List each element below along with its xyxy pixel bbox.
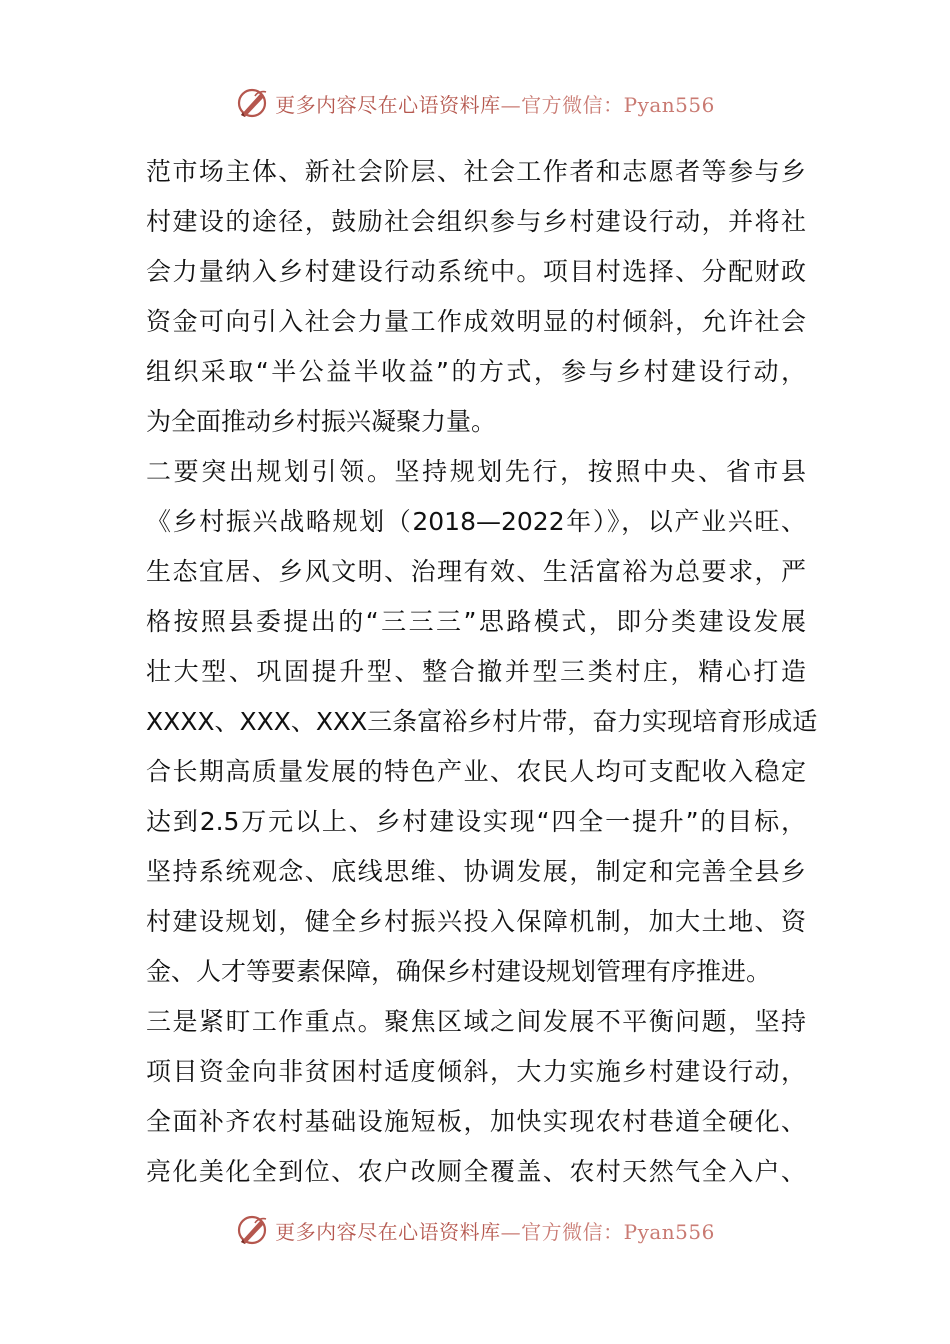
document-body	[146, 147, 818, 1197]
body-line: 组织采取“半公益半收益”的方式，参与乡村建设行动，	[146, 357, 806, 386]
body-line: 生态宜居、乡风文明、治理有效、生活富裕为总要求，严	[146, 557, 806, 586]
body-line: 合长期高质量发展的特色产业、农民人均可支配收入稳定	[146, 757, 806, 786]
header-watermark-banner	[0, 83, 950, 123]
footer-contact-text: —官方微信：Pyan556	[500, 1219, 715, 1244]
footer-watermark-inner	[235, 1213, 715, 1247]
body-line: 二要突出规划引领。坚持规划先行，按照中央、省市县	[146, 457, 806, 486]
header-brand-text: 更多内容尽在心语资料库	[275, 92, 501, 117]
footer-watermark-banner	[0, 1210, 950, 1250]
body-line: 资金可向引入社会力量工作成效明显的村倾斜，允许社会	[146, 307, 806, 336]
body-line: 会力量纳入乡村建设行动系统中。项目村选择、分配财政	[146, 257, 806, 286]
body-line: 亮化美化全到位、农户改厕全覆盖、农村天然气全入户、	[146, 1157, 806, 1186]
body-line: 达到2.5万元以上、乡村建设实现“四全一提升”的目标，	[146, 807, 806, 836]
body-line: 壮大型、巩固提升型、整合撤并型三类村庄，精心打造	[146, 657, 806, 686]
body-line: 三是紧盯工作重点。聚焦区域之间发展不平衡问题，坚持	[146, 1007, 806, 1036]
body-line: 为全面推动乡村振兴凝聚力量。	[146, 407, 497, 436]
body-line: 全面补齐农村基础设施短板，加快实现农村巷道全硬化、	[146, 1107, 806, 1136]
body-line: 坚持系统观念、底线思维、协调发展，制定和完善全县乡	[146, 857, 806, 886]
body-line: 村建设的途径，鼓励社会组织参与乡村建设行动，并将社	[146, 207, 806, 236]
body-line: 范市场主体、新社会阶层、社会工作者和志愿者等参与乡	[146, 157, 806, 186]
header-watermark-text	[275, 89, 715, 118]
header-contact-text: —官方微信：Pyan556	[500, 92, 715, 117]
body-line: 村建设规划，健全乡村振兴投入保障机制，加大土地、资	[146, 907, 806, 936]
header-watermark-inner	[235, 86, 715, 120]
body-line: 金、人才等要素保障，确保乡村建设规划管理有序推进。	[146, 957, 772, 986]
body-line: XXXX、XXX、XXX三条富裕乡村片带，奋力实现培育形成适	[146, 707, 818, 736]
pen-circle-logo-icon	[235, 86, 269, 120]
body-line: 格按照县委提出的“三三三”思路模式，即分类建设发展	[146, 607, 806, 636]
footer-watermark-text	[275, 1216, 715, 1245]
pen-circle-logo-icon	[235, 1213, 269, 1247]
body-line: 项目资金向非贫困村适度倾斜，大力实施乡村建设行动，	[146, 1057, 806, 1086]
body-line: 《乡村振兴战略规划（2018—2022年）》，以产业兴旺、	[146, 507, 806, 536]
footer-brand-text: 更多内容尽在心语资料库	[275, 1219, 501, 1244]
